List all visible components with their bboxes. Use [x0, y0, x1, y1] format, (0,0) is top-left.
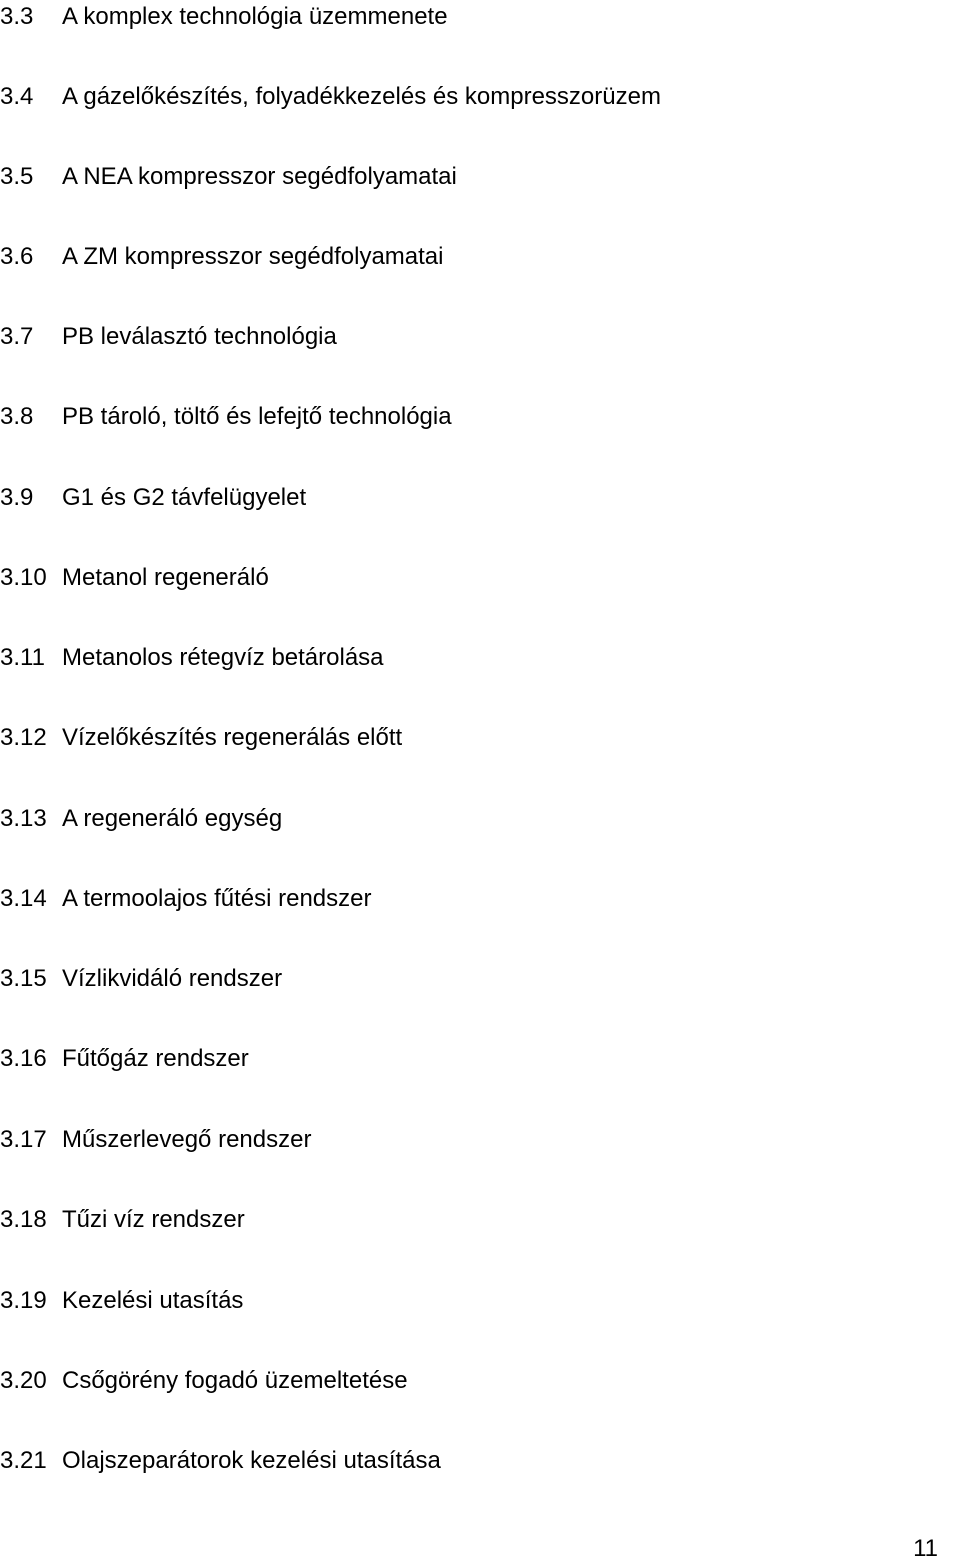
toc-item-number: 3.17 — [0, 1126, 47, 1153]
page-number: 11 — [913, 1535, 938, 1562]
toc-item-number: 3.7 — [0, 323, 34, 350]
toc-item-title: A NEA kompresszor segédfolyamatai — [62, 163, 457, 190]
toc-item-title: A termoolajos fűtési rendszer — [62, 885, 372, 912]
toc-item-title: A ZM kompresszor segédfolyamatai — [62, 243, 444, 270]
toc-item-title: Vízelőkészítés regenerálás előtt — [62, 724, 403, 751]
toc-item-title: Kezelési utasítás — [62, 1287, 244, 1314]
toc-item-title: A regeneráló egység — [62, 805, 283, 832]
toc-item-title: A komplex technológia üzemmenete — [62, 3, 448, 30]
toc-item-number: 3.3 — [0, 3, 34, 30]
toc-item-number: 3.13 — [0, 805, 47, 832]
toc-item-title: Metanolos rétegvíz betárolása — [62, 644, 384, 671]
toc-item-number: 3.8 — [0, 403, 34, 430]
toc-item-number: 3.19 — [0, 1287, 47, 1314]
toc-item-title: PB tároló, töltő és lefejtő technológia — [62, 403, 452, 430]
toc-item-title: A gázelőkészítés, folyadékkezelés és kompresszorüzem — [62, 83, 661, 110]
toc-item-number: 3.10 — [0, 564, 47, 591]
toc-item-number: 3.12 — [0, 724, 47, 751]
toc-item-title: Vízlikvidáló rendszer — [62, 965, 283, 992]
toc-item-number: 3.20 — [0, 1367, 47, 1394]
toc-item-number: 3.21 — [0, 1447, 47, 1474]
toc-item-number: 3.15 — [0, 965, 47, 992]
toc-item-number: 3.11 — [0, 644, 45, 671]
toc-item-number: 3.16 — [0, 1045, 47, 1072]
toc-item-title: Műszerlevegő rendszer — [62, 1126, 312, 1153]
toc-item-number: 3.4 — [0, 83, 34, 110]
toc-item-title: Tűzi víz rendszer — [62, 1206, 245, 1233]
toc-item-title: Olajszeparátorok kezelési utasítása — [62, 1447, 441, 1474]
toc-item-title: Csőgörény fogadó üzemeltetése — [62, 1367, 408, 1394]
toc-item-title: Fűtőgáz rendszer — [62, 1045, 249, 1072]
toc-item-number: 3.18 — [0, 1206, 47, 1233]
toc-item-number: 3.5 — [0, 163, 34, 190]
toc-item-title: Metanol regeneráló — [62, 564, 269, 591]
toc-item-number: 3.14 — [0, 885, 47, 912]
toc-item-number: 3.9 — [0, 484, 34, 511]
toc-item-number: 3.6 — [0, 243, 34, 270]
toc-item-title: PB leválasztó technológia — [62, 323, 337, 350]
toc-item-title: G1 és G2 távfelügyelet — [62, 484, 307, 511]
